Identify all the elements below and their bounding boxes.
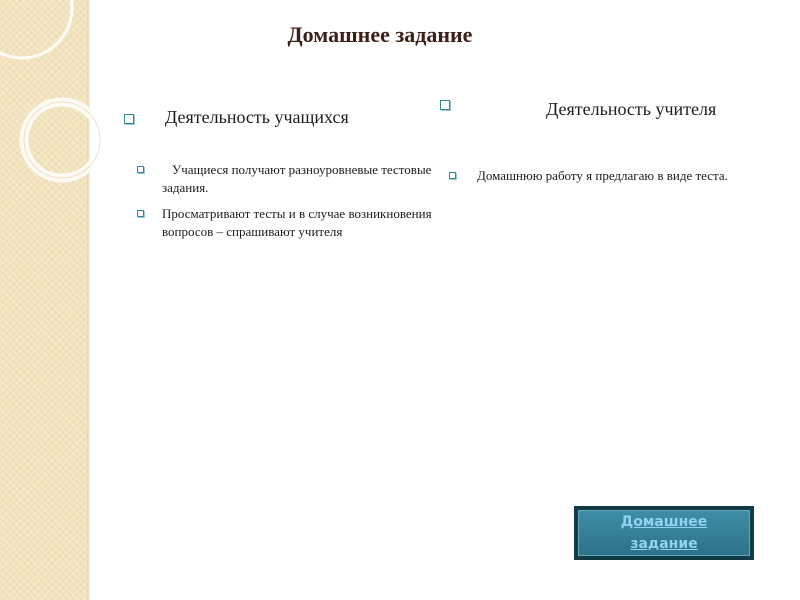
decorative-rings	[0, 0, 140, 220]
teacher-heading: Деятельность учителя	[546, 99, 717, 119]
students-item-1: Учащиеся получают разноуровневые тестовые задания.	[162, 162, 432, 195]
square-bullet-icon	[137, 166, 144, 173]
slide-title: Домашнее задание	[287, 22, 473, 47]
students-heading: Деятельность учащихся	[165, 107, 349, 127]
square-bullet-icon	[440, 100, 450, 110]
homework-link-label[interactable]: Домашнее задание	[620, 514, 708, 552]
teacher-item-1: Домашнюю работу я предлагаю в виде теста.	[477, 168, 728, 183]
square-bullet-icon	[137, 210, 144, 217]
homework-link-button[interactable]	[574, 506, 754, 560]
students-item-2: Просматривают тесты и в случае возникновения вопросов – спрашивают учителя	[162, 206, 432, 239]
square-bullet-icon	[449, 172, 456, 179]
square-bullet-icon	[124, 114, 134, 124]
